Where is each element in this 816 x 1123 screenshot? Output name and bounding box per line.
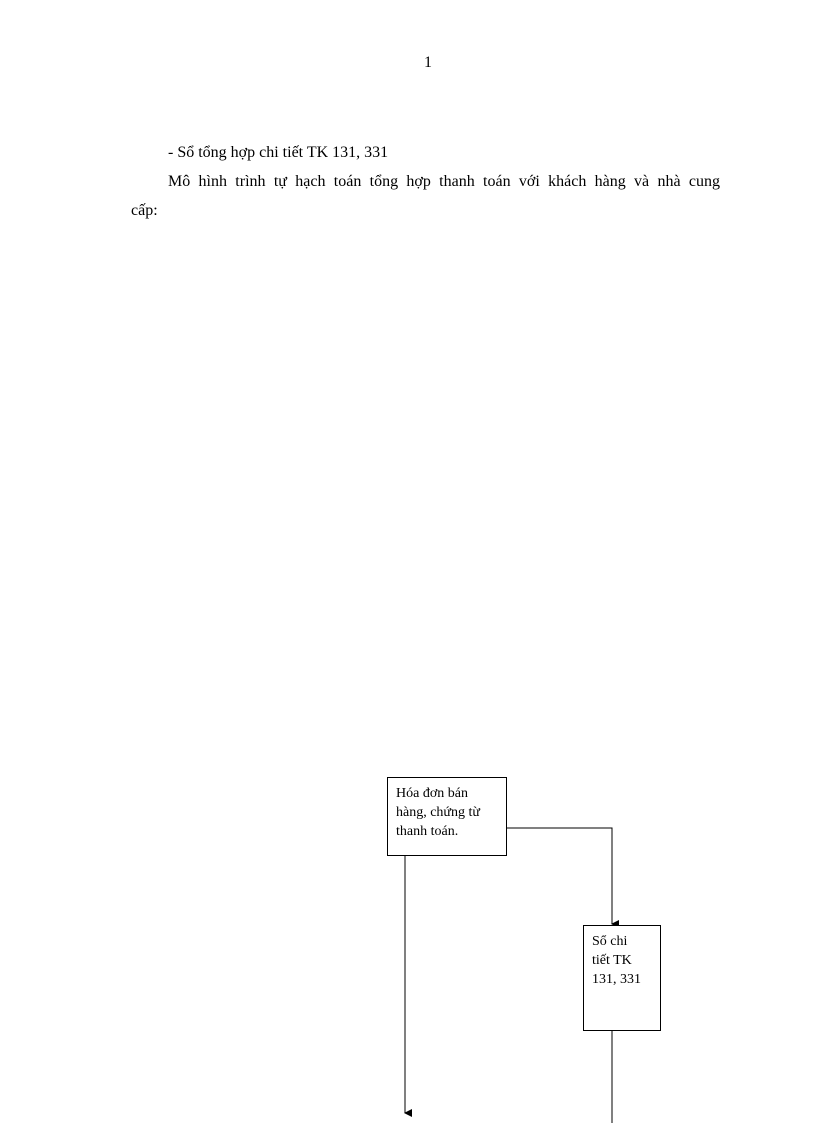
invoice-documents-box bbox=[387, 777, 507, 856]
bullet-line: - Sổ tổng hợp chi tiết TK 131, 331 bbox=[168, 144, 389, 161]
paragraph-line-1: Mô hình trình tự hạch toán tổng hợp thanh toán với khách hàng và nhà cung bbox=[168, 173, 720, 190]
paragraph-line-2: cấp: bbox=[131, 202, 158, 219]
detail-ledger-box bbox=[583, 925, 661, 1031]
arrow-invoice-to-ledger bbox=[507, 828, 612, 924]
page-number: 1 bbox=[424, 54, 432, 71]
detail-ledger-label: Sổ chi tiết TK 131, 331 bbox=[592, 934, 641, 987]
invoice-documents-label: Hóa đơn bán hàng, chứng từ thanh toán. bbox=[396, 786, 480, 839]
